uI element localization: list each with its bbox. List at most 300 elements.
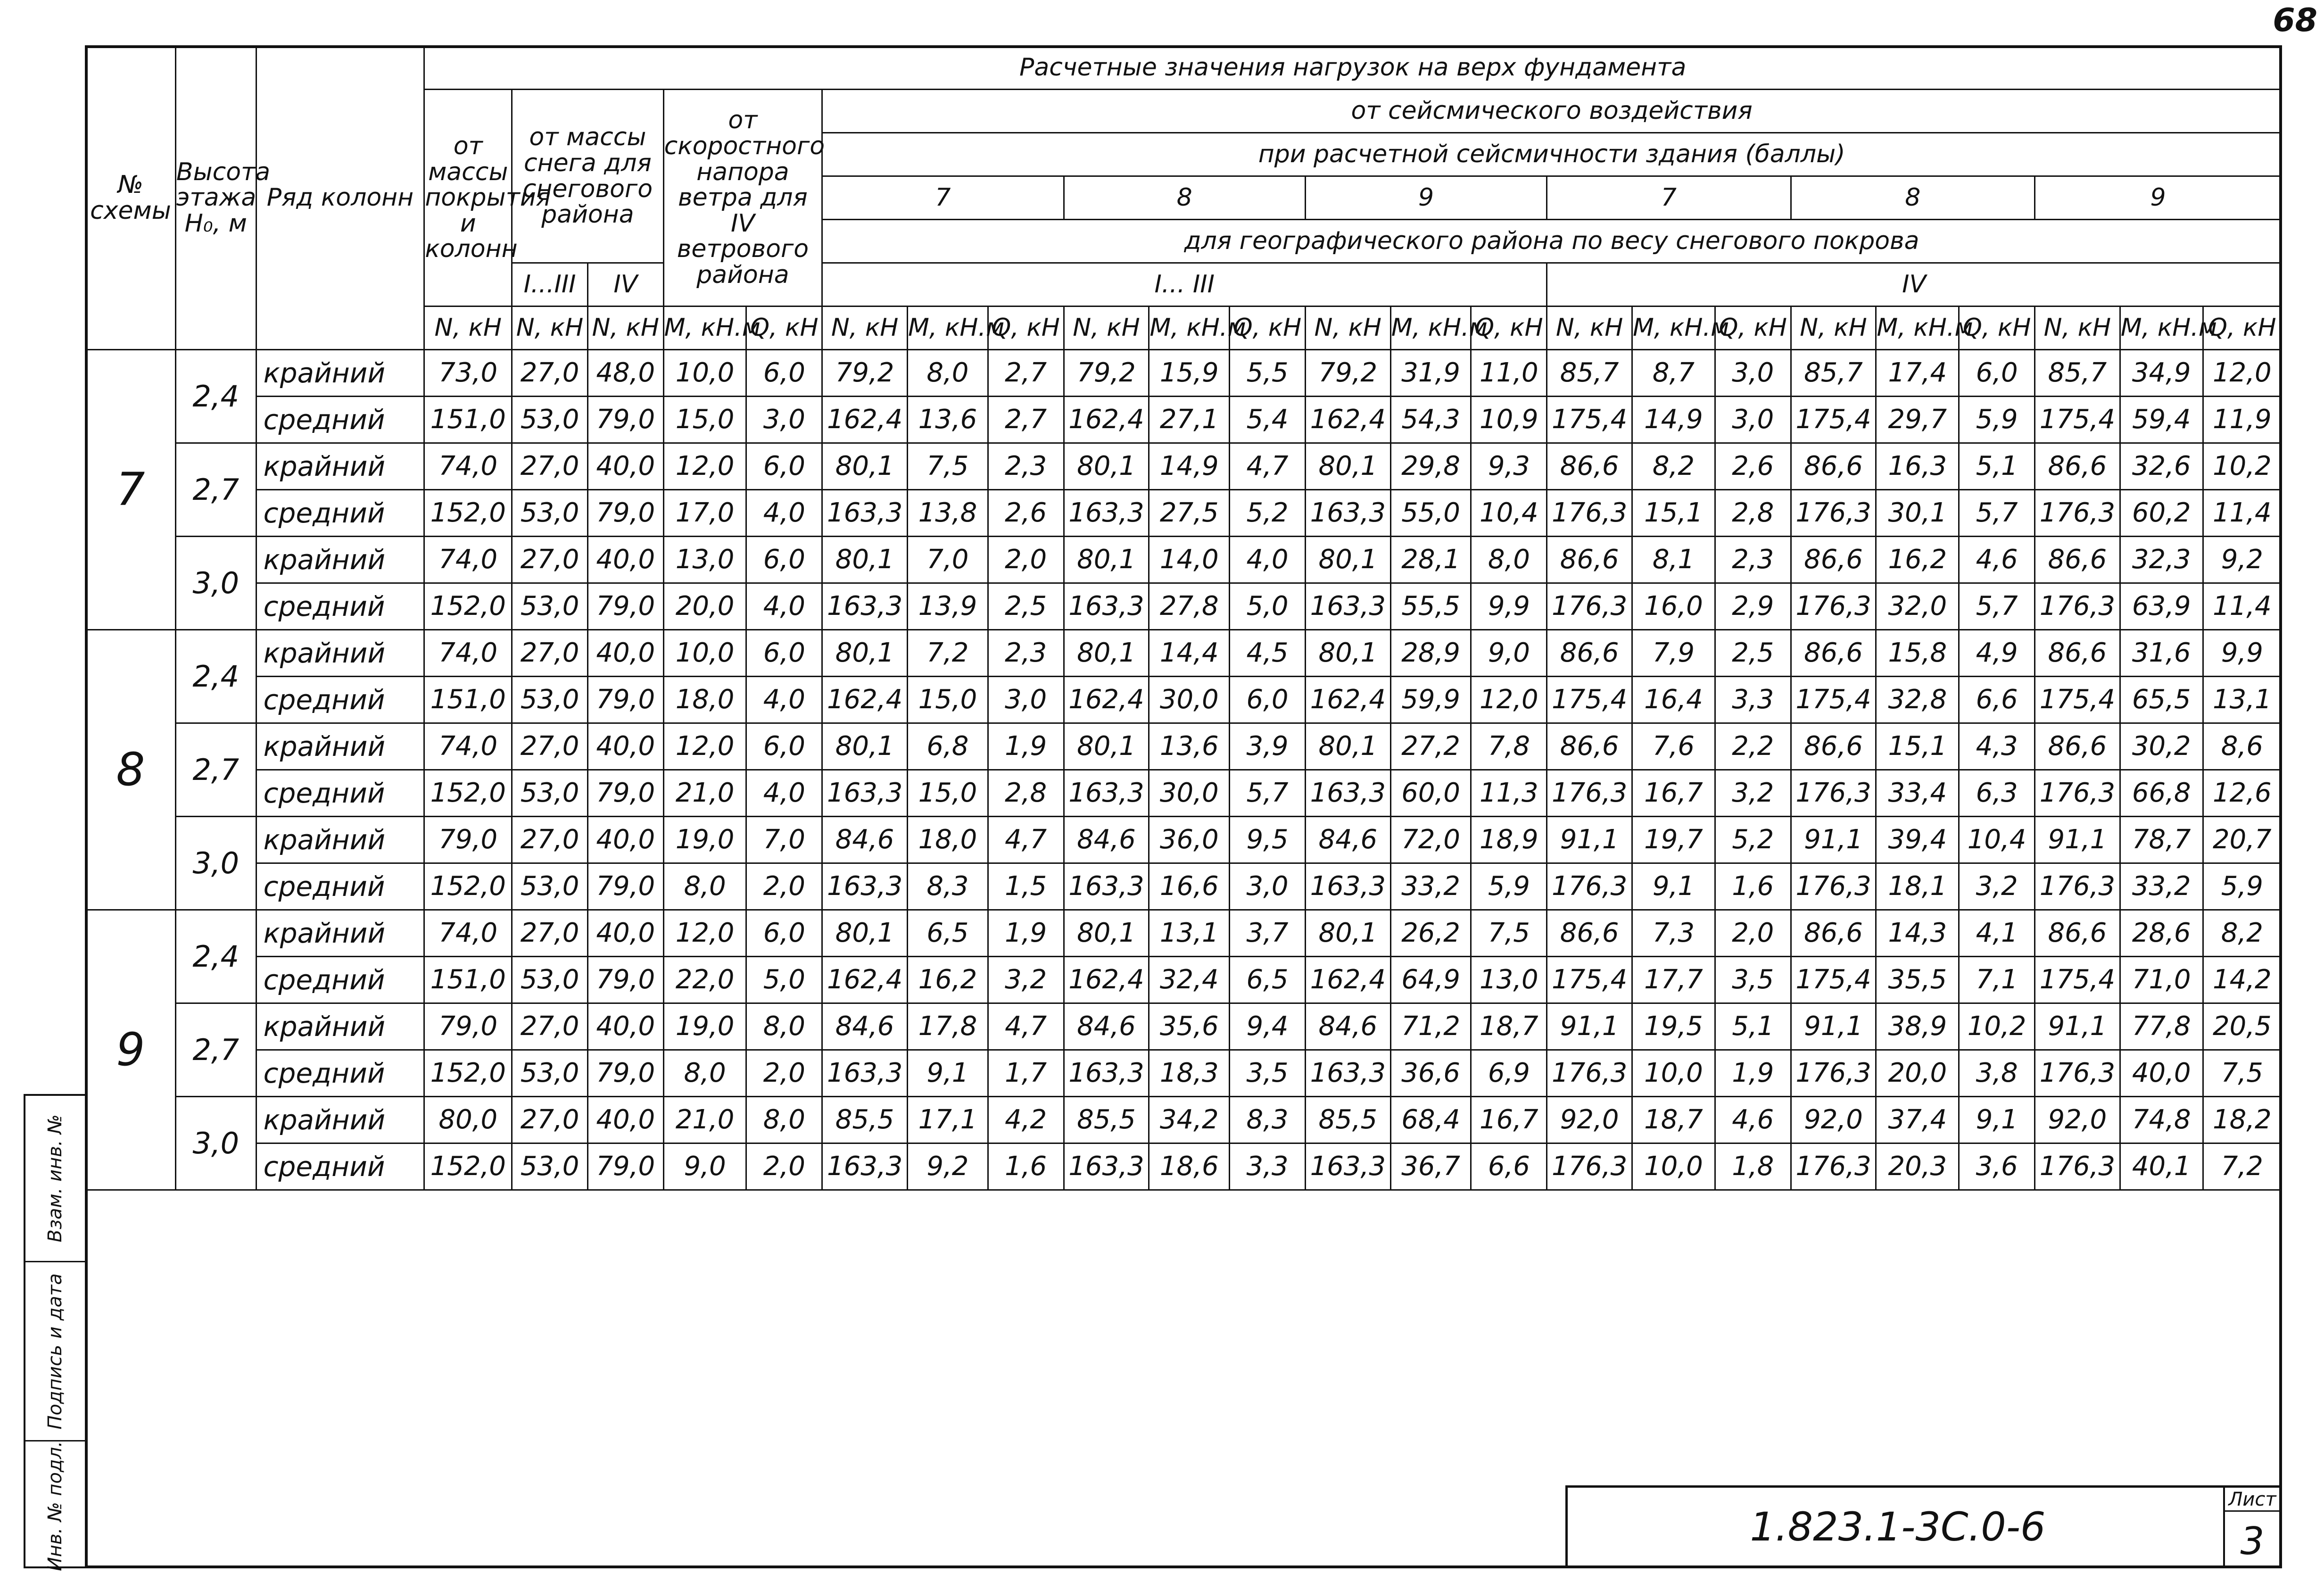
table-cell: 7,2	[2203, 1143, 2281, 1190]
table-cell: 80,1	[1064, 630, 1149, 677]
header-geo-region: для географического района по весу снегового покрова	[822, 220, 2282, 263]
table-cell: 3,5	[1230, 1050, 1306, 1097]
table-cell: 60,2	[2120, 490, 2203, 537]
table-cell: 4,2	[988, 1097, 1064, 1143]
table-cell: 4,6	[1715, 1097, 1791, 1143]
table-cell: 40,0	[587, 723, 663, 770]
table-cell: 53,0	[512, 1143, 588, 1190]
table-cell: 6,5	[1230, 957, 1306, 1003]
table-cell: 28,6	[2120, 910, 2203, 957]
table-cell: 80,0	[424, 1097, 512, 1143]
table-cell: 162,4	[822, 677, 908, 723]
header-rating: 9	[2035, 176, 2281, 220]
table-cell: 13,9	[908, 583, 988, 630]
table-cell: 59,9	[1390, 677, 1471, 723]
table-cell: 8,0	[663, 863, 746, 910]
header-unit: M, кН.м	[1876, 306, 1959, 350]
table-cell: 11,4	[2203, 490, 2281, 537]
column-row-label: крайний	[256, 350, 424, 397]
table-cell: 86,6	[1547, 537, 1632, 583]
table-cell: 10,4	[1471, 490, 1547, 537]
title-block	[1565, 1485, 2282, 1568]
header-from-wind: от скоростного напора ветра для IV ветрового района	[663, 90, 822, 306]
table-cell: 80,1	[1305, 910, 1390, 957]
table-row	[86, 490, 2282, 537]
table-cell: 80,1	[1064, 723, 1149, 770]
table-cell: 85,5	[1064, 1097, 1149, 1143]
table-cell: 3,5	[1715, 957, 1791, 1003]
table-cell: 21,0	[663, 770, 746, 817]
table-cell: 40,0	[587, 443, 663, 490]
table-cell: 74,0	[424, 723, 512, 770]
table-cell: 15,9	[1149, 350, 1230, 397]
table-cell: 8,0	[663, 1050, 746, 1097]
table-cell: 3,0	[746, 397, 822, 443]
table-cell: 92,0	[1547, 1097, 1632, 1143]
table-cell: 80,1	[1064, 443, 1149, 490]
table-cell: 17,0	[663, 490, 746, 537]
table-cell: 2,0	[1715, 910, 1791, 957]
header-rating: 8	[1064, 176, 1305, 220]
table-cell: 73,0	[424, 350, 512, 397]
table-cell: 7,6	[1632, 723, 1715, 770]
table-cell: 163,3	[1064, 490, 1149, 537]
table-cell: 176,3	[2035, 863, 2120, 910]
table-cell: 80,1	[822, 443, 908, 490]
table-cell: 16,4	[1632, 677, 1715, 723]
table-cell: 10,2	[1959, 1003, 2035, 1050]
table-cell: 9,9	[1471, 583, 1547, 630]
table-cell: 11,3	[1471, 770, 1547, 817]
table-cell: 55,5	[1390, 583, 1471, 630]
table-cell: 9,1	[1959, 1097, 2035, 1143]
table-cell: 32,4	[1149, 957, 1230, 1003]
table-cell: 5,9	[1471, 863, 1547, 910]
table-cell: 6,0	[746, 910, 822, 957]
table-cell: 27,0	[512, 537, 588, 583]
table-cell: 92,0	[1791, 1097, 1876, 1143]
table-cell: 176,3	[1791, 1143, 1876, 1190]
header-seismic-rating: при расчетной сейсмичности здания (баллы)	[822, 133, 2282, 176]
table-cell: 176,3	[2035, 770, 2120, 817]
table-cell: 12,0	[663, 443, 746, 490]
table-cell: 30,0	[1149, 770, 1230, 817]
table-cell: 40,0	[587, 910, 663, 957]
table-cell: 3,9	[1230, 723, 1306, 770]
table-cell: 86,6	[2035, 630, 2120, 677]
table-cell: 91,1	[1547, 817, 1632, 863]
table-cell: 2,9	[1715, 583, 1791, 630]
table-cell: 27,8	[1149, 583, 1230, 630]
column-row-label: крайний	[256, 1003, 424, 1050]
table-cell: 4,1	[1959, 910, 2035, 957]
floor-height: 3,0	[175, 1097, 256, 1190]
table-cell: 15,1	[1876, 723, 1959, 770]
table-cell: 79,0	[587, 397, 663, 443]
table-cell: 19,5	[1632, 1003, 1715, 1050]
loads-table	[85, 45, 2282, 1191]
table-cell: 163,3	[1064, 863, 1149, 910]
table-cell: 176,3	[1547, 863, 1632, 910]
table-cell: 20,0	[663, 583, 746, 630]
table-cell: 163,3	[1064, 583, 1149, 630]
table-cell: 36,7	[1390, 1143, 1471, 1190]
table-cell: 163,3	[822, 1050, 908, 1097]
table-cell: 4,7	[1230, 443, 1306, 490]
table-cell: 163,3	[1064, 1143, 1149, 1190]
table-cell: 8,6	[2203, 723, 2281, 770]
table-cell: 3,6	[1959, 1143, 2035, 1190]
table-cell: 66,8	[2120, 770, 2203, 817]
table-cell: 13,0	[1471, 957, 1547, 1003]
table-cell: 6,0	[746, 723, 822, 770]
table-cell: 33,2	[1390, 863, 1471, 910]
table-cell: 7,5	[2203, 1050, 2281, 1097]
table-cell: 176,3	[2035, 490, 2120, 537]
table-cell: 40,0	[587, 630, 663, 677]
table-cell: 91,1	[1791, 1003, 1876, 1050]
table-cell: 163,3	[1305, 1143, 1390, 1190]
table-cell: 31,9	[1390, 350, 1471, 397]
table-cell: 18,3	[1149, 1050, 1230, 1097]
table-cell: 40,0	[587, 1003, 663, 1050]
table-cell: 18,0	[663, 677, 746, 723]
table-cell: 16,6	[1149, 863, 1230, 910]
header-scheme-no: № схемы	[86, 46, 176, 350]
table-cell: 12,0	[663, 910, 746, 957]
table-cell: 5,4	[1230, 397, 1306, 443]
header-unit: Q, кН	[1471, 306, 1547, 350]
table-cell: 27,2	[1390, 723, 1471, 770]
table-cell: 1,7	[988, 1050, 1064, 1097]
column-row-label: средний	[256, 490, 424, 537]
table-cell: 53,0	[512, 677, 588, 723]
table-cell: 3,3	[1230, 1143, 1306, 1190]
table-cell: 10,0	[663, 630, 746, 677]
table-cell: 27,0	[512, 723, 588, 770]
table-cell: 2,6	[1715, 443, 1791, 490]
table-cell: 22,0	[663, 957, 746, 1003]
table-cell: 1,9	[988, 723, 1064, 770]
table-cell: 30,1	[1876, 490, 1959, 537]
table-cell: 8,3	[1230, 1097, 1306, 1143]
table-cell: 54,3	[1390, 397, 1471, 443]
table-cell: 8,2	[2203, 910, 2281, 957]
table-cell: 86,6	[1791, 630, 1876, 677]
table-cell: 35,5	[1876, 957, 1959, 1003]
table-cell: 18,7	[1471, 1003, 1547, 1050]
side-stamp-label: Инв. № подл.	[44, 1441, 66, 1571]
table-cell: 9,9	[2203, 630, 2281, 677]
table-cell: 86,6	[1547, 630, 1632, 677]
table-cell: 20,7	[2203, 817, 2281, 863]
table-cell: 3,7	[1230, 910, 1306, 957]
table-cell: 80,1	[1305, 537, 1390, 583]
table-cell: 6,8	[908, 723, 988, 770]
table-cell: 86,6	[2035, 443, 2120, 490]
table-cell: 6,0	[1959, 350, 2035, 397]
table-cell: 176,3	[1791, 490, 1876, 537]
table-cell: 53,0	[512, 583, 588, 630]
table-cell: 79,2	[1305, 350, 1390, 397]
table-cell: 4,0	[746, 770, 822, 817]
header-geo-region-2: IV	[1547, 263, 2282, 306]
table-row	[86, 1050, 2282, 1097]
header-unit: M, кН.м	[1390, 306, 1471, 350]
table-cell: 5,7	[1959, 490, 2035, 537]
table-cell: 27,0	[512, 443, 588, 490]
table-cell: 5,1	[1715, 1003, 1791, 1050]
header-snow-region: IV	[587, 263, 663, 306]
table-cell: 27,5	[1149, 490, 1230, 537]
table-cell: 40,1	[2120, 1143, 2203, 1190]
sheet-number: 3	[2240, 1519, 2265, 1563]
side-stamp	[24, 1094, 85, 1571]
column-row-label: средний	[256, 770, 424, 817]
table-cell: 3,2	[1715, 770, 1791, 817]
table-cell: 92,0	[2035, 1097, 2120, 1143]
table-cell: 5,2	[1715, 817, 1791, 863]
table-cell: 20,0	[1876, 1050, 1959, 1097]
table-cell: 2,0	[746, 863, 822, 910]
table-cell: 18,7	[1632, 1097, 1715, 1143]
table-cell: 7,9	[1632, 630, 1715, 677]
table-cell: 3,3	[1715, 677, 1791, 723]
table-cell: 16,7	[1632, 770, 1715, 817]
table-cell: 2,7	[988, 350, 1064, 397]
table-cell: 1,8	[1715, 1143, 1791, 1190]
header-unit: Q, кН	[1230, 306, 1306, 350]
table-cell: 80,1	[822, 910, 908, 957]
table-cell: 72,0	[1390, 817, 1471, 863]
table-cell: 163,3	[1305, 1050, 1390, 1097]
table-cell: 79,2	[822, 350, 908, 397]
table-cell: 86,6	[2035, 910, 2120, 957]
table-row	[86, 350, 2282, 397]
table-cell: 1,6	[988, 1143, 1064, 1190]
table-cell: 9,0	[1471, 630, 1547, 677]
header-unit: M, кН.м	[1632, 306, 1715, 350]
table-cell: 176,3	[1547, 770, 1632, 817]
table-cell: 7,2	[908, 630, 988, 677]
table-cell: 34,2	[1149, 1097, 1230, 1143]
table-cell: 176,3	[1547, 1050, 1632, 1097]
table-cell: 79,0	[587, 677, 663, 723]
table-cell: 2,7	[988, 397, 1064, 443]
table-cell: 11,0	[1471, 350, 1547, 397]
table-cell: 74,8	[2120, 1097, 2203, 1143]
table-cell: 80,1	[822, 723, 908, 770]
table-cell: 37,4	[1876, 1097, 1959, 1143]
floor-height: 3,0	[175, 537, 256, 630]
table-cell: 1,9	[988, 910, 1064, 957]
table-cell: 17,7	[1632, 957, 1715, 1003]
table-cell: 6,6	[1959, 677, 2035, 723]
table-cell: 15,1	[1632, 490, 1715, 537]
header-unit: N, кН	[1305, 306, 1390, 350]
table-cell: 18,6	[1149, 1143, 1230, 1190]
table-cell: 53,0	[512, 863, 588, 910]
header-unit: N, кН	[822, 306, 908, 350]
header-unit: M, кН.м	[2120, 306, 2203, 350]
table-cell: 3,0	[1715, 397, 1791, 443]
table-cell: 151,0	[424, 677, 512, 723]
table-cell: 175,4	[1791, 677, 1876, 723]
table-cell: 176,3	[2035, 583, 2120, 630]
table-cell: 6,5	[908, 910, 988, 957]
table-cell: 9,0	[663, 1143, 746, 1190]
table-cell: 162,4	[1064, 677, 1149, 723]
column-row-label: крайний	[256, 630, 424, 677]
header-unit: N, кН	[587, 306, 663, 350]
table-cell: 19,7	[1632, 817, 1715, 863]
table-row	[86, 723, 2282, 770]
table-cell: 13,6	[908, 397, 988, 443]
table-cell: 2,3	[988, 630, 1064, 677]
table-cell: 28,1	[1390, 537, 1471, 583]
table-cell: 39,4	[1876, 817, 1959, 863]
table-cell: 29,7	[1876, 397, 1959, 443]
table-cell: 9,2	[2203, 537, 2281, 583]
table-row	[86, 817, 2282, 863]
column-row-label: крайний	[256, 910, 424, 957]
table-cell: 91,1	[2035, 1003, 2120, 1050]
floor-height: 2,7	[175, 723, 256, 817]
table-cell: 80,1	[1064, 537, 1149, 583]
header-column-row: Ряд колонн	[256, 46, 424, 350]
table-cell: 2,3	[1715, 537, 1791, 583]
side-stamp-cell	[25, 1440, 85, 1570]
table-cell: 5,5	[1230, 350, 1306, 397]
column-row-label: средний	[256, 1050, 424, 1097]
table-cell: 3,0	[988, 677, 1064, 723]
table-cell: 2,8	[988, 770, 1064, 817]
table-cell: 3,0	[1230, 863, 1306, 910]
table-cell: 2,2	[1715, 723, 1791, 770]
table-cell: 32,6	[2120, 443, 2203, 490]
table-cell: 162,4	[1305, 397, 1390, 443]
table-cell: 176,3	[1791, 583, 1876, 630]
table-cell: 6,3	[1959, 770, 2035, 817]
header-unit: N, кН	[2035, 306, 2120, 350]
table-cell: 2,3	[988, 443, 1064, 490]
column-row-label: средний	[256, 1143, 424, 1190]
table-cell: 16,7	[1471, 1097, 1547, 1143]
table-cell: 86,6	[2035, 537, 2120, 583]
table-cell: 36,0	[1149, 817, 1230, 863]
table-cell: 74,0	[424, 910, 512, 957]
table-cell: 4,0	[746, 677, 822, 723]
table-cell: 20,5	[2203, 1003, 2281, 1050]
table-cell: 8,0	[746, 1097, 822, 1143]
table-cell: 71,0	[2120, 957, 2203, 1003]
header-unit: Q, кН	[2203, 306, 2281, 350]
header-rating: 7	[822, 176, 1064, 220]
table-cell: 1,6	[1715, 863, 1791, 910]
table-cell: 40,0	[587, 537, 663, 583]
table-cell: 7,0	[746, 817, 822, 863]
header-from-seismic: от сейсмического воздействия	[822, 90, 2282, 133]
table-cell: 7,8	[1471, 723, 1547, 770]
table-cell: 79,2	[1064, 350, 1149, 397]
table-cell: 85,5	[822, 1097, 908, 1143]
column-row-label: крайний	[256, 723, 424, 770]
scheme-number: 9	[86, 910, 176, 1190]
table-cell: 27,0	[512, 910, 588, 957]
table-cell: 9,4	[1230, 1003, 1306, 1050]
table-cell: 5,7	[1230, 770, 1306, 817]
table-cell: 163,3	[1305, 490, 1390, 537]
table-cell: 79,0	[587, 1143, 663, 1190]
table-cell: 91,1	[2035, 817, 2120, 863]
table-cell: 176,3	[1547, 1143, 1632, 1190]
table-cell: 16,0	[1632, 583, 1715, 630]
table-cell: 3,0	[1715, 350, 1791, 397]
table-cell: 79,0	[587, 1050, 663, 1097]
table-cell: 10,0	[1632, 1050, 1715, 1097]
table-cell: 7,5	[908, 443, 988, 490]
table-cell: 176,3	[1547, 583, 1632, 630]
table-cell: 163,3	[822, 583, 908, 630]
table-cell: 80,1	[1305, 630, 1390, 677]
table-cell: 65,5	[2120, 677, 2203, 723]
table-cell: 33,2	[2120, 863, 2203, 910]
table-cell: 80,1	[822, 630, 908, 677]
table-cell: 3,2	[988, 957, 1064, 1003]
table-cell: 163,3	[1305, 583, 1390, 630]
table-cell: 175,4	[1791, 397, 1876, 443]
table-cell: 53,0	[512, 770, 588, 817]
header-unit: M, кН.м	[663, 306, 746, 350]
table-cell: 152,0	[424, 490, 512, 537]
table-cell: 35,6	[1149, 1003, 1230, 1050]
table-cell: 14,3	[1876, 910, 1959, 957]
table-cell: 175,4	[2035, 397, 2120, 443]
table-row	[86, 630, 2282, 677]
column-row-label: средний	[256, 957, 424, 1003]
header-rating: 8	[1791, 176, 2035, 220]
table-cell: 16,2	[1876, 537, 1959, 583]
column-row-label: средний	[256, 583, 424, 630]
table-cell: 2,5	[988, 583, 1064, 630]
table-cell: 29,8	[1390, 443, 1471, 490]
table-cell: 40,0	[587, 1097, 663, 1143]
table-cell: 21,0	[663, 1097, 746, 1143]
table-cell: 86,6	[2035, 723, 2120, 770]
header-unit: Q, кН	[746, 306, 822, 350]
table-cell: 79,0	[587, 770, 663, 817]
page-number: 68	[2273, 2, 2317, 39]
table-cell: 5,0	[746, 957, 822, 1003]
table-cell: 16,3	[1876, 443, 1959, 490]
table-row	[86, 910, 2282, 957]
header-main-title: Расчетные значения нагрузок на верх фундамента	[424, 46, 2282, 90]
table-cell: 175,4	[1791, 957, 1876, 1003]
table-row	[86, 863, 2282, 910]
table-cell: 53,0	[512, 957, 588, 1003]
table-cell: 84,6	[1064, 817, 1149, 863]
header-unit: M, кН.м	[908, 306, 988, 350]
table-cell: 86,6	[1791, 723, 1876, 770]
table-cell: 26,2	[1390, 910, 1471, 957]
table-cell: 85,7	[1791, 350, 1876, 397]
table-cell: 8,0	[746, 1003, 822, 1050]
table-cell: 91,1	[1547, 1003, 1632, 1050]
column-row-label: средний	[256, 677, 424, 723]
table-cell: 152,0	[424, 770, 512, 817]
table-cell: 6,9	[1471, 1050, 1547, 1097]
header-snow-region: I...III	[512, 263, 588, 306]
